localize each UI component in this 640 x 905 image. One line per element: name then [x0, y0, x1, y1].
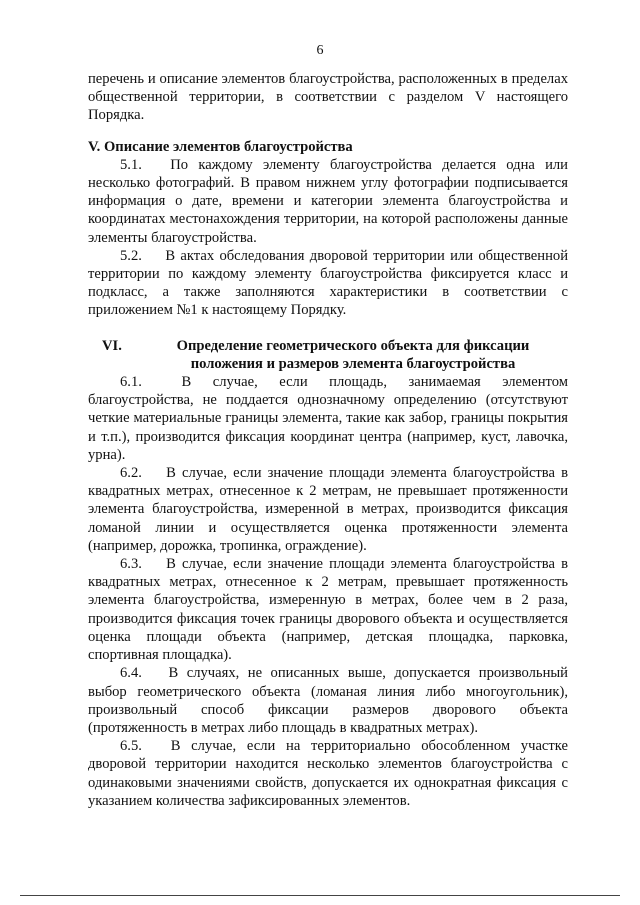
page-content [88, 70, 568, 810]
paragraph-6-2 [88, 464, 568, 555]
paragraph-text: В случае, если площадь, занимаемая элементом благоустройства, не поддается однозначному определению (отсутствуют четкие материальные границы элемента, такие как забор, границы покрытия и т.п.), производится фиксация координат центра (например, куст, лавочка, урна). [88, 374, 568, 463]
paragraph-number: 6.5. [120, 738, 142, 755]
paragraph-text: В случае, если на территориально обособленном участке дворовой территории находится несколько элементов благоустройства с одинаковыми значениями свойств, допускается их однократная фиксация с указанием количества зафиксированных элементов. [88, 738, 568, 809]
paragraph-text: В случае, если значение площади элемента благоустройства в квадратных метрах, отнесенное к 2 метрам, превышает протяженность элемента благоустройства, измеренную в метрах, более чем в 2 раза, производится фиксация точек границы дворового объекта и осуществляется оценка площади объекта (например, детская площадка, парковка, спортивная площадка). [88, 556, 568, 664]
paragraph-number: 6.3. [120, 556, 142, 573]
paragraph-5-2 [88, 247, 568, 320]
paragraph-6-5 [88, 737, 568, 810]
paragraph-number: 6.4. [120, 665, 142, 682]
paragraph-number: 5.1. [120, 156, 142, 173]
paragraph-text: В актах обследования дворовой территории или общественной территории по каждому элементу благоустройства фиксируется класс и подкласс, а также заполняются характеристики в соответствии с приложением №1 к настоящему Порядку. [88, 247, 568, 319]
section-6-title: Определение геометрического объекта для фиксации положения и размеров элемента благоустройства [176, 337, 530, 372]
section-6-heading [88, 337, 568, 373]
paragraph-number: 6.1. [120, 374, 142, 391]
paragraph-text: В случае, если значение площади элемента благоустройства в квадратных метрах, отнесенное к 2 метрам, не превышает протяженности элемента благоустройства, измеренной в метрах, производится фиксация ломаной линии и осуществляется оценка протяженности элемента (например, дорожка, тропинка, ограждение). [88, 465, 568, 554]
page-number: 6 [316, 43, 324, 58]
paragraph-6-4 [88, 664, 568, 737]
paragraph-text: В случаях, не описанных выше, допускается произвольный выбор геометрического объекта (ломаная линия либо многоугольник), произвольный способ фиксации размеров дворового объекта (протяженность в метрах либо площадь в квадратных метрах). [88, 665, 568, 736]
section-5-heading: V. Описание элементов благоустройства [88, 138, 353, 155]
paragraph-6-1 [88, 373, 568, 464]
paragraph-number: 5.2. [120, 247, 142, 264]
intro-paragraph: перечень и описание элементов благоустройства, расположенных в пределах общественной территории, в соответствии с разделом V настоящего Порядка. [88, 71, 568, 124]
paragraph-number: 6.2. [120, 465, 142, 482]
paragraph-text: По каждому элементу благоустройства делается одна или несколько фотографий. В правом нижнем углу фотографии подписывается информация о дате, времени и категории элемента благоустройства и координатах местонахождения территории, на которой расположены данные элементы благоустройства. [88, 156, 568, 246]
paragraph-5-1 [88, 156, 568, 247]
bottom-scan-edge [20, 895, 620, 896]
paragraph-6-3 [88, 555, 568, 664]
section-6-number: VI. [102, 337, 122, 354]
